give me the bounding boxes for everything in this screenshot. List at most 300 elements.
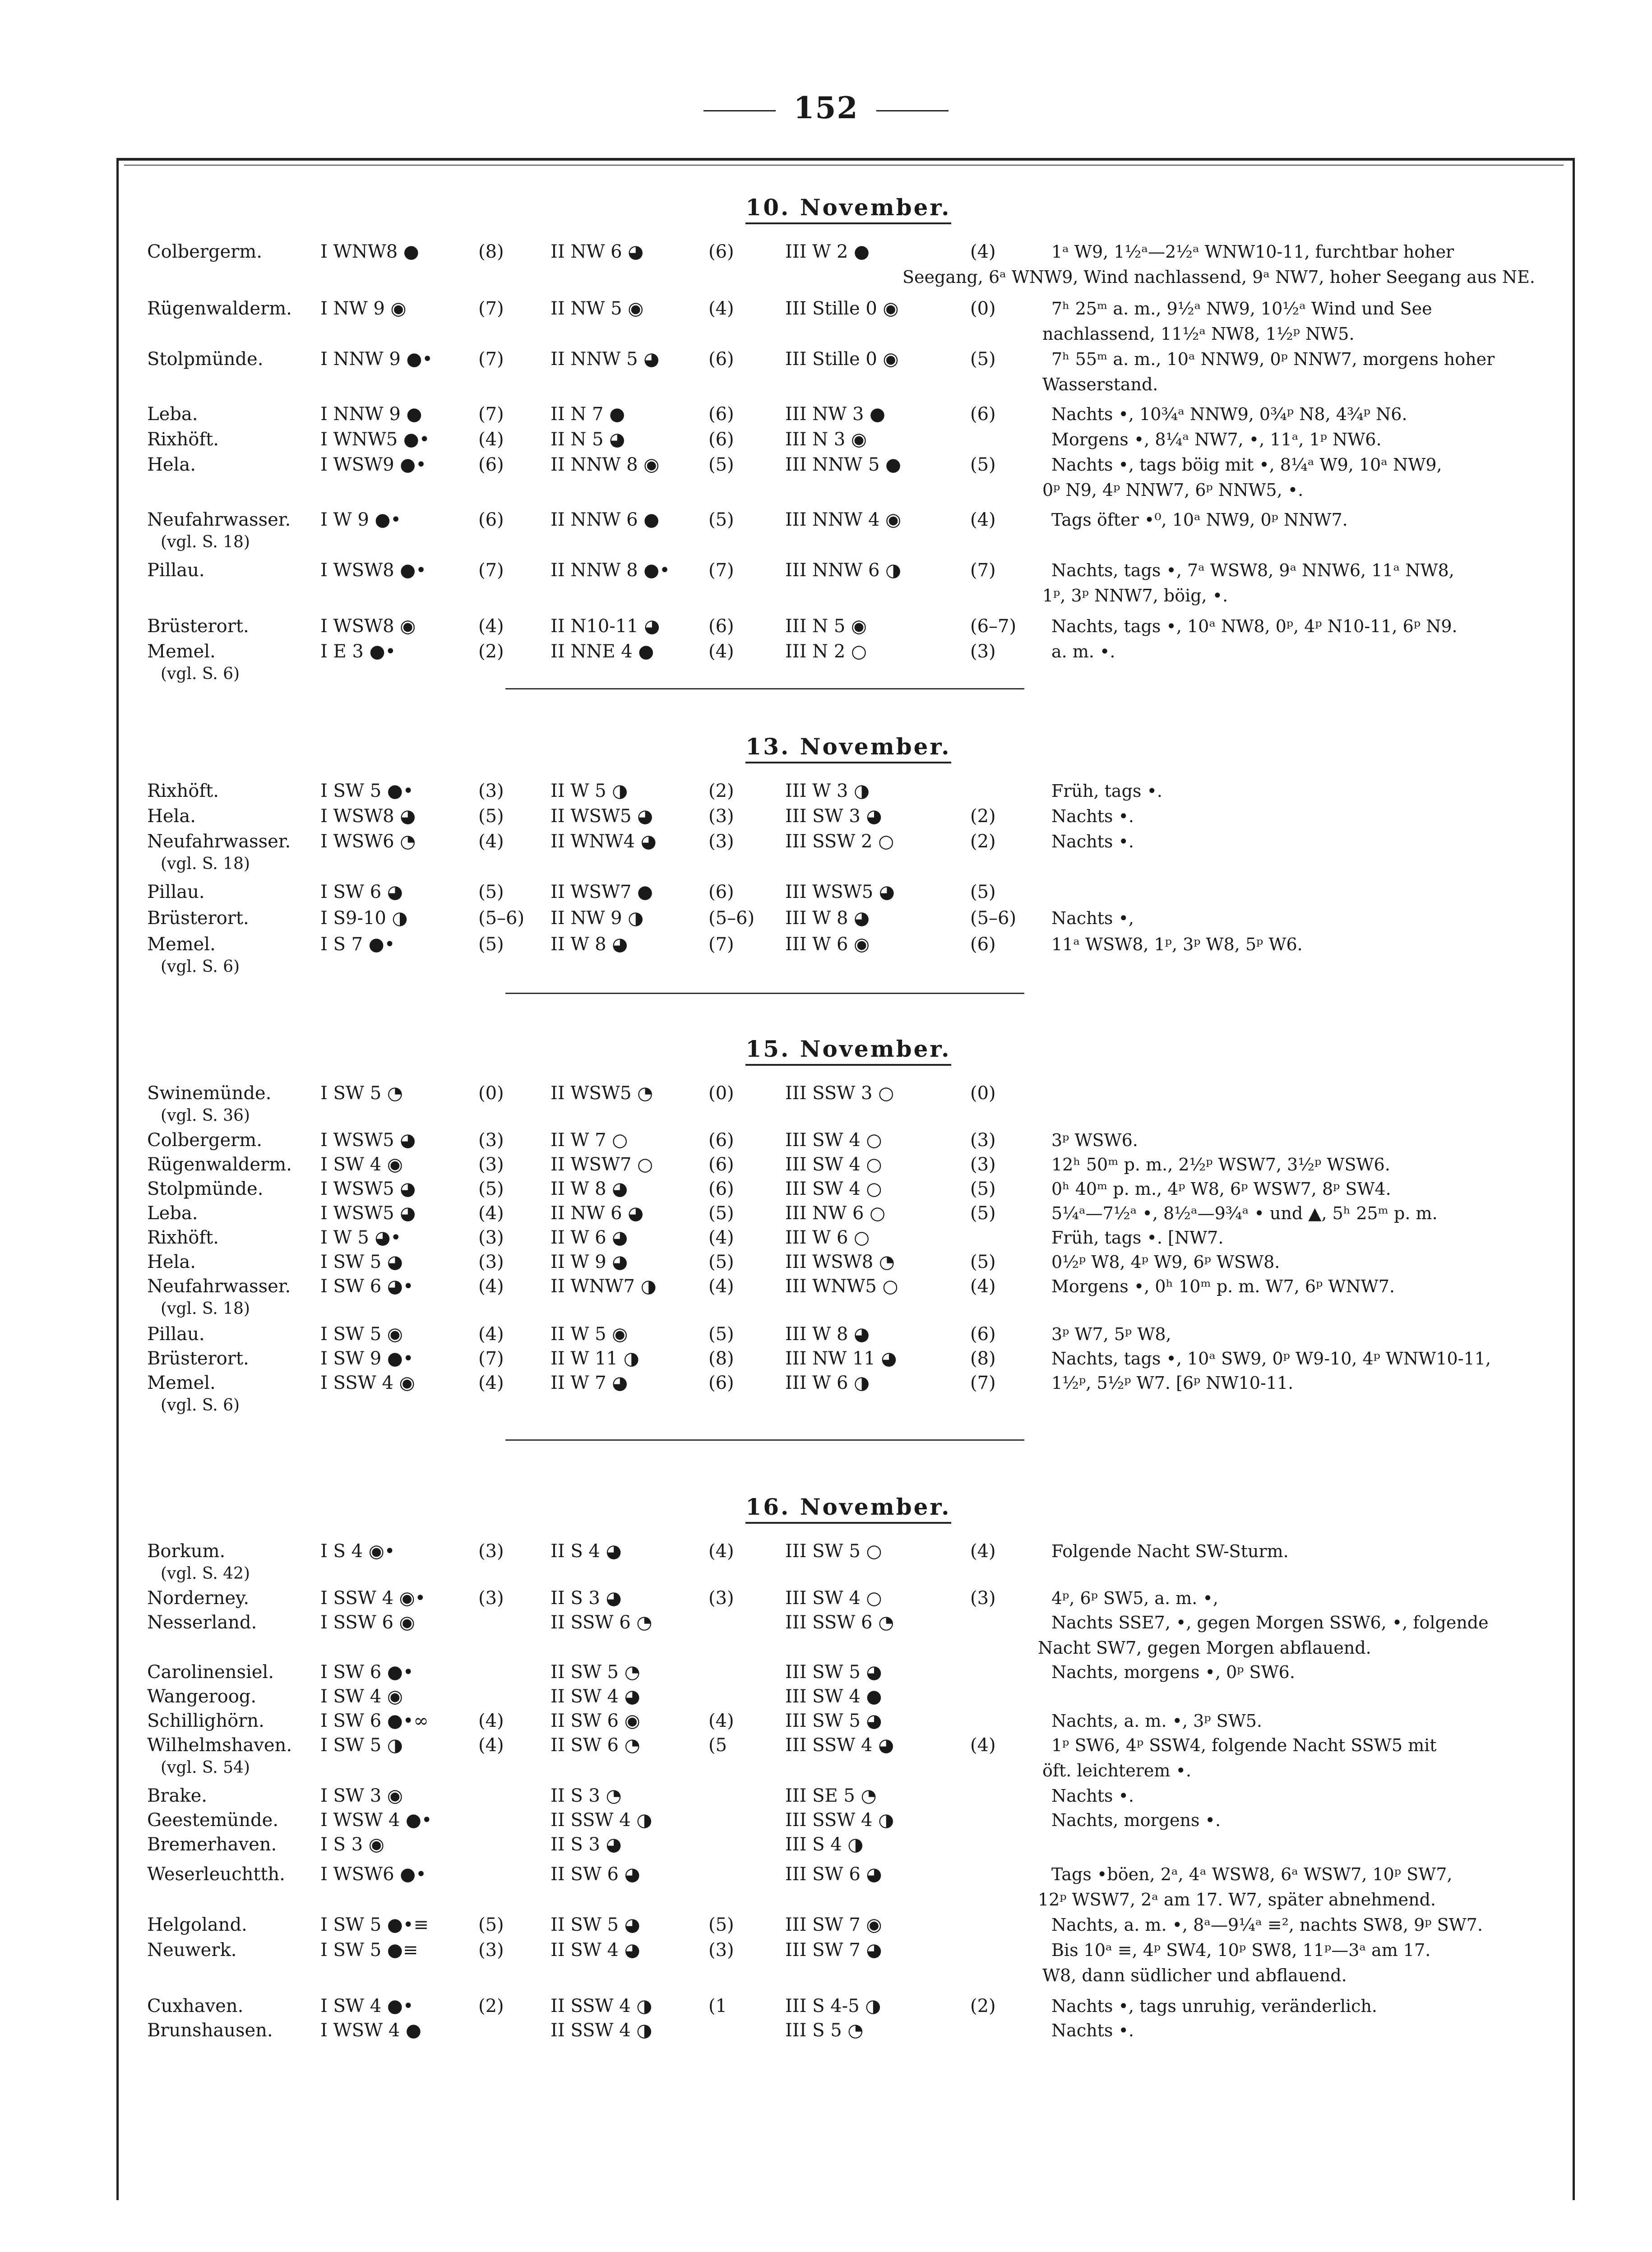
remarks: a. m. •. bbox=[1051, 642, 1115, 661]
sea-state-morning: (5) bbox=[478, 882, 504, 902]
remarks: 4ᵖ, 6ᵖ SW5, a. m. •, bbox=[1051, 1588, 1218, 1608]
sea-state-morning: (4) bbox=[478, 1711, 504, 1731]
table-row bbox=[144, 1322, 1552, 1347]
station-name: Memel. bbox=[147, 934, 216, 955]
sea-state-evening: (2) bbox=[970, 1996, 996, 2016]
obs-evening: III SW 6 ◕ bbox=[785, 1864, 882, 1885]
obs-evening: III NNW 5 ● bbox=[785, 454, 902, 475]
obs-morning: I SW 5 ◕ bbox=[320, 1252, 403, 1272]
remarks: 12ʰ 50ᵐ p. m., 2½ᵖ WSW7, 3½ᵖ WSW6. bbox=[1051, 1155, 1390, 1175]
station-name: Pillau. bbox=[147, 882, 205, 902]
sea-state-morning: (3) bbox=[478, 1588, 504, 1609]
station-name: Neufahrwasser. bbox=[147, 509, 291, 530]
obs-noon: II WSW5 ◔ bbox=[551, 1083, 653, 1104]
remarks: 0½ᵖ W8, 4ᵖ W9, 6ᵖ WSW8. bbox=[1051, 1252, 1280, 1272]
station-name: Rixhöft. bbox=[147, 1227, 219, 1248]
obs-evening: III NNW 4 ◉ bbox=[785, 509, 902, 530]
obs-noon: II SW 4 ◕ bbox=[551, 1686, 640, 1707]
obs-evening: III SW 7 ◉ bbox=[785, 1914, 882, 1935]
table-row bbox=[144, 427, 1552, 452]
sea-state-evening: (5) bbox=[970, 454, 996, 475]
station-name: Hela. bbox=[147, 454, 196, 475]
station-name: Neufahrwasser. bbox=[147, 1276, 291, 1297]
obs-morning: I SW 6 ●• bbox=[320, 1662, 414, 1683]
obs-noon: II NW 9 ◑ bbox=[551, 908, 644, 929]
table-row bbox=[144, 1176, 1552, 1202]
remarks: Nachts •. bbox=[1051, 1786, 1134, 1806]
obs-evening: III Stille 0 ◉ bbox=[785, 298, 899, 319]
sea-state-evening: (4) bbox=[970, 241, 996, 262]
sea-state-noon: (6) bbox=[708, 1130, 734, 1151]
remarks-continuation: W8, dann südlicher und abflauend. bbox=[1042, 1965, 1347, 1985]
sea-state-noon: (5–6) bbox=[708, 908, 755, 929]
sea-state-noon: (6) bbox=[708, 241, 734, 262]
obs-evening: III SW 4 ○ bbox=[785, 1588, 882, 1609]
station-name: Leba. bbox=[147, 404, 198, 425]
remarks: 7ʰ 55ᵐ a. m., 10ᵃ NNW9, 0ᵖ NNW7, morgens hoher bbox=[1051, 349, 1495, 369]
sea-state-morning: (5–6) bbox=[478, 908, 525, 929]
obs-morning: I WNW5 ●• bbox=[320, 429, 430, 450]
obs-noon: II N 5 ◕ bbox=[551, 429, 625, 450]
table-row bbox=[144, 614, 1552, 639]
remarks: Nachts •, tags unruhig, veränderlich. bbox=[1051, 1996, 1377, 2016]
obs-morning: I WSW 4 ●• bbox=[320, 1810, 432, 1831]
sea-state-evening: (5–6) bbox=[970, 908, 1017, 929]
sea-state-evening: (8) bbox=[970, 1348, 996, 1369]
sea-state-noon: (7) bbox=[708, 560, 734, 581]
station-reference: (vgl. S. 18) bbox=[161, 855, 250, 873]
table-row bbox=[144, 778, 1552, 804]
obs-morning: I SW 6 ◕ bbox=[320, 882, 403, 902]
obs-morning: I SW 5 ◑ bbox=[320, 1735, 403, 1756]
station-name: Weserleuchtth. bbox=[147, 1864, 285, 1885]
obs-morning: I WSW9 ●• bbox=[320, 454, 426, 475]
table-row bbox=[144, 1586, 1552, 1611]
sea-state-morning: (5) bbox=[478, 934, 504, 955]
obs-evening: III W 8 ◕ bbox=[785, 1324, 870, 1345]
sea-state-morning: (2) bbox=[478, 1996, 504, 2016]
station-name: Neuwerk. bbox=[147, 1940, 237, 1961]
table-row bbox=[144, 239, 1552, 264]
remarks: Nachts •. bbox=[1051, 806, 1134, 826]
sea-state-noon: (0) bbox=[708, 1083, 734, 1104]
station-name: Rixhöft. bbox=[147, 429, 219, 450]
sea-state-evening: (6–7) bbox=[970, 616, 1017, 637]
remarks: Nachts •. bbox=[1051, 2021, 1134, 2040]
station-reference: (vgl. S. 42) bbox=[161, 1564, 250, 1583]
sea-state-morning: (7) bbox=[478, 298, 504, 319]
obs-evening: III W 6 ◑ bbox=[785, 1373, 870, 1393]
date-heading: 13. November. bbox=[144, 733, 1552, 760]
table-row bbox=[144, 1128, 1552, 1153]
table-row bbox=[144, 1225, 1552, 1250]
station-reference: (vgl. S. 36) bbox=[161, 1106, 250, 1125]
obs-noon: II NNW 8 ●• bbox=[551, 560, 670, 581]
obs-morning: I SW 9 ●• bbox=[320, 1348, 414, 1369]
station-name: Neufahrwasser. bbox=[147, 831, 291, 852]
remarks: Morgens •, 0ʰ 10ᵐ p. m. W7, 6ᵖ WNW7. bbox=[1051, 1276, 1395, 1296]
table-row bbox=[144, 1708, 1552, 1734]
sea-state-noon: (5) bbox=[708, 1914, 734, 1935]
obs-morning: I E 3 ●• bbox=[320, 641, 396, 662]
remarks-continuation: 12ᵖ WSW7, 2ᵃ am 17. W7, später abnehmend. bbox=[1038, 1890, 1436, 1910]
obs-evening: III SSW 3 ○ bbox=[785, 1083, 894, 1104]
station-name: Helgoland. bbox=[147, 1914, 247, 1935]
station-name: Borkum. bbox=[147, 1541, 226, 1562]
obs-noon: II NW 5 ◉ bbox=[551, 298, 644, 319]
date-heading: 10. November. bbox=[144, 194, 1552, 221]
sea-state-noon: (3) bbox=[708, 831, 734, 852]
obs-morning: I SW 5 ●≡ bbox=[320, 1940, 418, 1961]
sea-state-evening: (3) bbox=[970, 1588, 996, 1609]
obs-noon: II W 7 ◕ bbox=[551, 1373, 628, 1393]
sea-state-noon: (4) bbox=[708, 1541, 734, 1562]
obs-morning: I SW 6 ●•∞ bbox=[320, 1711, 429, 1731]
section-16-november bbox=[144, 1494, 1552, 2080]
section-divider bbox=[505, 688, 1024, 689]
obs-morning: I SW 4 ◉ bbox=[320, 1686, 403, 1707]
remarks-continuation: 1ᵖ, 3ᵖ NNW7, böig, •. bbox=[1042, 586, 1228, 606]
sea-state-noon: (6) bbox=[708, 404, 734, 425]
station-reference: (vgl. S. 6) bbox=[161, 957, 240, 976]
sea-state-morning: (5) bbox=[478, 1914, 504, 1935]
station-name: Pillau. bbox=[147, 560, 205, 581]
obs-noon: II SW 5 ◔ bbox=[551, 1662, 640, 1683]
obs-evening: III S 4 ◑ bbox=[785, 1834, 864, 1855]
sea-state-evening: (5) bbox=[970, 1203, 996, 1224]
obs-noon: II W 5 ◉ bbox=[551, 1324, 628, 1345]
remarks-continuation: 0ᵖ N9, 4ᵖ NNW7, 6ᵖ NNW5, •. bbox=[1042, 480, 1304, 500]
obs-noon: II SSW 4 ◑ bbox=[551, 1996, 652, 2016]
obs-evening: III S 5 ◔ bbox=[785, 2020, 864, 2041]
table-row bbox=[144, 1346, 1552, 1371]
station-name: Wangeroog. bbox=[147, 1686, 257, 1707]
station-name: Stolpmünde. bbox=[147, 349, 264, 370]
table-row bbox=[144, 1808, 1552, 1833]
sea-state-morning: (7) bbox=[478, 349, 504, 370]
obs-evening: III NW 3 ● bbox=[785, 404, 886, 425]
obs-morning: I WSW8 ◕ bbox=[320, 806, 416, 827]
station-name: Rixhöft. bbox=[147, 781, 219, 801]
station-name: Leba. bbox=[147, 1203, 198, 1224]
table-row bbox=[144, 1660, 1552, 1685]
obs-morning: I SSW 6 ◉ bbox=[320, 1612, 415, 1633]
obs-morning: I SW 5 ◉ bbox=[320, 1324, 403, 1345]
remarks: Bis 10ᵃ ≡, 4ᵖ SW4, 10ᵖ SW8, 11ᵖ—3ᵃ am 17. bbox=[1051, 1940, 1431, 1960]
obs-noon: II SSW 4 ◑ bbox=[551, 1810, 652, 1831]
sea-state-morning: (8) bbox=[478, 241, 504, 262]
sea-state-noon: (5 bbox=[708, 1735, 727, 1756]
table-row bbox=[144, 1081, 1552, 1125]
obs-evening: III NNW 6 ◑ bbox=[785, 560, 902, 581]
obs-morning: I WNW8 ● bbox=[320, 241, 419, 262]
sea-state-morning: (3) bbox=[478, 1541, 504, 1562]
sea-state-morning: (7) bbox=[478, 560, 504, 581]
obs-evening: III WNW5 ○ bbox=[785, 1276, 898, 1297]
remarks: 0ʰ 40ᵐ p. m., 4ᵖ W8, 6ᵖ WSW7, 8ᵖ SW4. bbox=[1051, 1179, 1391, 1199]
sea-state-evening: (5) bbox=[970, 1252, 996, 1272]
sea-state-evening: (5) bbox=[970, 882, 996, 902]
obs-noon: II WNW4 ◕ bbox=[551, 831, 657, 852]
obs-morning: I WSW8 ◉ bbox=[320, 616, 416, 637]
station-name: Rügenwalderm. bbox=[147, 1154, 292, 1175]
table-row bbox=[144, 402, 1552, 427]
sea-state-evening: (0) bbox=[970, 298, 996, 319]
station-name: Bremerhaven. bbox=[147, 1834, 277, 1855]
obs-morning: I S 7 ●• bbox=[320, 934, 395, 955]
page-number bbox=[0, 90, 1652, 125]
sea-state-noon: (5) bbox=[708, 1324, 734, 1345]
sea-state-evening: (7) bbox=[970, 1373, 996, 1393]
remarks: Folgende Nacht SW-Sturm. bbox=[1051, 1541, 1289, 1561]
station-name: Nesserland. bbox=[147, 1612, 257, 1633]
sea-state-noon: (6) bbox=[708, 882, 734, 902]
remarks-continuation: öft. leichterem •. bbox=[1042, 1761, 1191, 1780]
sea-state-morning: (6) bbox=[478, 509, 504, 530]
remarks: 3ᵖ W7, 5ᵖ W8, bbox=[1051, 1324, 1171, 1344]
station-name: Brüsterort. bbox=[147, 908, 249, 929]
table-row bbox=[144, 1993, 1552, 2019]
obs-evening: III SW 7 ◕ bbox=[785, 1940, 882, 1961]
page-number-dash-right bbox=[876, 110, 949, 111]
obs-morning: I S 3 ◉ bbox=[320, 1834, 384, 1855]
station-name: Brüsterort. bbox=[147, 1348, 249, 1369]
remarks: Nachts, a. m. •, 8ᵃ—9¼ᵃ ≡², nachts SW8, 9ᵖ SW7. bbox=[1051, 1915, 1483, 1935]
obs-morning: I SW 4 ◉ bbox=[320, 1154, 403, 1175]
obs-noon: II W 8 ◕ bbox=[551, 1179, 628, 1199]
sea-state-morning: (3) bbox=[478, 1940, 504, 1961]
sea-state-noon: (3) bbox=[708, 1940, 734, 1961]
table-row bbox=[144, 1783, 1552, 1808]
obs-evening: III NW 11 ◕ bbox=[785, 1348, 897, 1369]
table-row bbox=[144, 879, 1552, 905]
obs-morning: I W 9 ●• bbox=[320, 509, 402, 530]
station-name: Colbergerm. bbox=[147, 241, 262, 262]
remarks: Nachts •, bbox=[1051, 908, 1134, 928]
sea-state-evening: (3) bbox=[970, 1130, 996, 1151]
sea-state-morning: (3) bbox=[478, 1130, 504, 1151]
table-row bbox=[144, 829, 1552, 873]
obs-evening: III N 5 ◉ bbox=[785, 616, 867, 637]
obs-evening: III SW 3 ◕ bbox=[785, 806, 882, 827]
remarks-continuation: nachlassend, 11½ᵃ NW8, 1½ᵖ NW5. bbox=[1042, 324, 1355, 344]
section-divider bbox=[505, 993, 1024, 994]
sea-state-noon: (6) bbox=[708, 1373, 734, 1393]
sea-state-morning: (3) bbox=[478, 1252, 504, 1272]
obs-evening: III WSW5 ◕ bbox=[785, 882, 895, 902]
sea-state-evening: (6) bbox=[970, 404, 996, 425]
remarks: Nachts, morgens •, 0ᵖ SW6. bbox=[1051, 1662, 1295, 1682]
obs-evening: III SW 4 ○ bbox=[785, 1154, 882, 1175]
remarks: Nachts, tags •, 10ᵃ NW8, 0ᵖ, 4ᵖ N10-11, 6ᵖ N9. bbox=[1051, 616, 1458, 636]
obs-noon: II NNW 8 ◉ bbox=[551, 454, 660, 475]
obs-evening: III SSW 6 ◔ bbox=[785, 1612, 894, 1633]
obs-noon: II W 6 ◕ bbox=[551, 1227, 628, 1248]
obs-noon: II S 3 ◕ bbox=[551, 1834, 622, 1855]
station-name: Pillau. bbox=[147, 1324, 205, 1345]
remarks: Nachts, tags •, 10ᵃ SW9, 0ᵖ W9-10, 4ᵖ WNW10-11, bbox=[1051, 1349, 1491, 1369]
obs-morning: I WSW 4 ● bbox=[320, 2020, 421, 2041]
remarks: Früh, tags •. bbox=[1051, 781, 1162, 801]
station-reference: (vgl. S. 6) bbox=[161, 1396, 240, 1415]
sea-state-morning: (4) bbox=[478, 1373, 504, 1393]
remarks: Nachts •, 10¾ᵃ NNW9, 0¾ᵖ N8, 4¾ᵖ N6. bbox=[1051, 404, 1407, 424]
station-reference: (vgl. S. 18) bbox=[161, 1299, 250, 1318]
obs-noon: II NW 6 ◕ bbox=[551, 241, 644, 262]
obs-evening: III W 3 ◑ bbox=[785, 781, 870, 801]
obs-evening: III WSW8 ◔ bbox=[785, 1252, 895, 1272]
obs-morning: I NNW 9 ● bbox=[320, 404, 422, 425]
sea-state-evening: (2) bbox=[970, 831, 996, 852]
station-name: Rügenwalderm. bbox=[147, 298, 292, 319]
obs-morning: I SW 5 ◔ bbox=[320, 1083, 403, 1104]
date-heading: 15. November. bbox=[144, 1036, 1552, 1062]
remarks: 11ᵃ WSW8, 1ᵖ, 3ᵖ W8, 5ᵖ W6. bbox=[1051, 934, 1303, 954]
table-row bbox=[144, 296, 1552, 321]
obs-noon: II WSW5 ◕ bbox=[551, 806, 653, 827]
remarks: 1ᵃ W9, 1½ᵃ—2½ᵃ WNW10-11, furchtbar hoher bbox=[1051, 242, 1454, 262]
table-row bbox=[144, 1539, 1552, 1583]
sea-state-noon: (5) bbox=[708, 454, 734, 475]
obs-evening: III SW 5 ◕ bbox=[785, 1711, 882, 1731]
table-row bbox=[144, 906, 1552, 931]
sea-state-evening: (4) bbox=[970, 1276, 996, 1297]
station-name: Carolinensiel. bbox=[147, 1662, 274, 1683]
obs-evening: III SSW 4 ◕ bbox=[785, 1735, 894, 1756]
obs-morning: I WSW6 ●• bbox=[320, 1864, 426, 1885]
sea-state-morning: (3) bbox=[478, 781, 504, 801]
sea-state-morning: (4) bbox=[478, 1735, 504, 1756]
table-row bbox=[144, 1610, 1552, 1635]
remarks: Nachts, a. m. •, 3ᵖ SW5. bbox=[1051, 1711, 1262, 1731]
obs-morning: I WSW5 ◕ bbox=[320, 1179, 416, 1199]
obs-noon: II SW 4 ◕ bbox=[551, 1940, 640, 1961]
obs-evening: III SW 4 ● bbox=[785, 1686, 882, 1707]
sea-state-noon: (4) bbox=[708, 1276, 734, 1297]
obs-noon: II SW 6 ◕ bbox=[551, 1864, 640, 1885]
sea-state-morning: (4) bbox=[478, 831, 504, 852]
sea-state-noon: (2) bbox=[708, 781, 734, 801]
sea-state-noon: (4) bbox=[708, 298, 734, 319]
obs-morning: I SSW 4 ◉• bbox=[320, 1588, 426, 1609]
obs-noon: II SW 6 ◉ bbox=[551, 1711, 640, 1731]
station-name: Brake. bbox=[147, 1785, 207, 1806]
obs-evening: III N 3 ◉ bbox=[785, 429, 867, 450]
section-10-november bbox=[144, 194, 1552, 690]
table-row bbox=[144, 639, 1552, 683]
obs-evening: III W 8 ◕ bbox=[785, 908, 870, 929]
sea-state-noon: (4) bbox=[708, 1711, 734, 1731]
sea-state-morning: (4) bbox=[478, 1203, 504, 1224]
sea-state-morning: (5) bbox=[478, 1179, 504, 1199]
table-row bbox=[144, 1201, 1552, 1226]
obs-morning: I SSW 4 ◉ bbox=[320, 1373, 415, 1393]
station-name: Brüsterort. bbox=[147, 616, 249, 637]
table-row bbox=[144, 2018, 1552, 2043]
remarks: Nachts, morgens •. bbox=[1051, 1810, 1221, 1830]
sea-state-noon: (6) bbox=[708, 1154, 734, 1175]
sea-state-noon: (4) bbox=[708, 641, 734, 662]
remarks: 7ʰ 25ᵐ a. m., 9½ᵃ NW9, 10½ᵃ Wind und See bbox=[1051, 299, 1432, 319]
sea-state-morning: (4) bbox=[478, 1276, 504, 1297]
obs-evening: III W 6 ◉ bbox=[785, 934, 870, 955]
obs-evening: III SSW 2 ○ bbox=[785, 831, 894, 852]
sea-state-morning: (6) bbox=[478, 454, 504, 475]
sea-state-noon: (5) bbox=[708, 1252, 734, 1272]
obs-morning: I WSW5 ◕ bbox=[320, 1203, 416, 1224]
obs-noon: II WSW7 ● bbox=[551, 882, 653, 902]
sea-state-evening: (6) bbox=[970, 1324, 996, 1345]
remarks: 3ᵖ WSW6. bbox=[1051, 1130, 1138, 1150]
obs-morning: I WSW6 ◔ bbox=[320, 831, 416, 852]
sea-state-evening: (5) bbox=[970, 1179, 996, 1199]
remarks: Nachts SSE7, •, gegen Morgen SSW6, •, folgende bbox=[1051, 1613, 1489, 1632]
table-row bbox=[144, 1249, 1552, 1275]
station-name: Hela. bbox=[147, 1252, 196, 1272]
remarks: 5¼ᵃ—7½ᵃ •, 8½ᵃ—9¾ᵃ • und ▲, 5ʰ 25ᵐ p. m. bbox=[1051, 1203, 1438, 1223]
station-name: Schillighörn. bbox=[147, 1711, 264, 1731]
obs-evening: III S 4-5 ◑ bbox=[785, 1996, 881, 2016]
obs-noon: II S 3 ◕ bbox=[551, 1588, 622, 1609]
remarks: Tags •böen, 2ᵃ, 4ᵃ WSW8, 6ᵃ WSW7, 10ᵖ SW7, bbox=[1051, 1864, 1453, 1884]
sea-state-morning: (7) bbox=[478, 404, 504, 425]
sea-state-noon: (6) bbox=[708, 1179, 734, 1199]
sea-state-evening: (4) bbox=[970, 509, 996, 530]
station-name: Swinemünde. bbox=[147, 1083, 272, 1104]
sea-state-morning: (5) bbox=[478, 806, 504, 827]
sea-state-noon: (4) bbox=[708, 1227, 734, 1248]
sea-state-evening: (3) bbox=[970, 641, 996, 662]
station-name: Hela. bbox=[147, 806, 196, 827]
table-row bbox=[144, 1370, 1552, 1415]
obs-morning: I SW 4 ●• bbox=[320, 1996, 414, 2016]
sea-state-morning: (7) bbox=[478, 1348, 504, 1369]
section-13-november bbox=[144, 733, 1552, 995]
sea-state-morning: (0) bbox=[478, 1083, 504, 1104]
obs-evening: III N 2 ○ bbox=[785, 641, 867, 662]
remarks: Früh, tags •. [NW7. bbox=[1051, 1228, 1224, 1248]
obs-morning: I WSW8 ●• bbox=[320, 560, 426, 581]
table-row bbox=[144, 1274, 1552, 1318]
sea-state-noon: (7) bbox=[708, 934, 734, 955]
table-row bbox=[144, 932, 1552, 976]
sea-state-evening: (6) bbox=[970, 934, 996, 955]
obs-morning: I S9-10 ◑ bbox=[320, 908, 408, 929]
section-divider bbox=[505, 1439, 1024, 1441]
obs-noon: II SSW 6 ◔ bbox=[551, 1612, 652, 1633]
remarks: Nachts •, tags böig mit •, 8¼ᵃ W9, 10ᵃ NW9, bbox=[1051, 455, 1442, 475]
sea-state-evening: (4) bbox=[970, 1735, 996, 1756]
obs-noon: II SW 6 ◔ bbox=[551, 1735, 640, 1756]
sea-state-morning: (4) bbox=[478, 616, 504, 637]
table-row bbox=[144, 507, 1552, 551]
obs-noon: II S 4 ◕ bbox=[551, 1541, 622, 1562]
obs-morning: I S 4 ◉• bbox=[320, 1541, 395, 1562]
obs-morning: I NW 9 ◉ bbox=[320, 298, 407, 319]
obs-noon: II N10-11 ◕ bbox=[551, 616, 660, 637]
obs-morning: I NNW 9 ●• bbox=[320, 349, 433, 370]
obs-noon: II S 3 ◔ bbox=[551, 1785, 622, 1806]
obs-noon: II W 11 ◑ bbox=[551, 1348, 639, 1369]
obs-noon: II W 9 ◕ bbox=[551, 1252, 628, 1272]
station-name: Brunshausen. bbox=[147, 2020, 273, 2041]
table-row bbox=[144, 1938, 1552, 1963]
remarks-continuation: Wasserstand. bbox=[1042, 375, 1158, 394]
sea-state-noon: (5) bbox=[708, 1203, 734, 1224]
station-name: Cuxhaven. bbox=[147, 1996, 244, 2016]
table-row bbox=[144, 558, 1552, 583]
obs-evening: III W 6 ○ bbox=[785, 1227, 870, 1248]
